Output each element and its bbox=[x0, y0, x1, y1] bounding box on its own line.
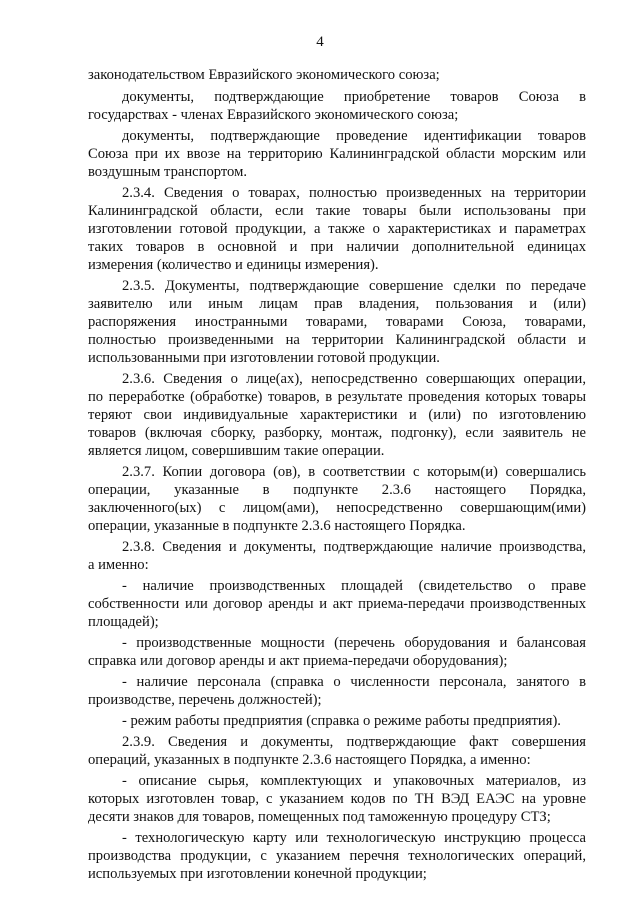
text-line: десяти знаков для товаров, помещенных под таможенную процедуру СТЗ; bbox=[88, 809, 551, 825]
text-line: теряют свои индивидуальные характеристики и (или) по изготовлению bbox=[88, 407, 586, 423]
text-line: операций, указанных в подпункте 2.3.6 настоящего Порядка, а именно: bbox=[88, 752, 531, 768]
text-line: государствах - членах Евразийского экономического союза; bbox=[88, 107, 459, 123]
text-line: 2.3.6. Сведения о лице(ах), непосредственно совершающих операции, bbox=[122, 371, 586, 387]
text-line: 2.3.4. Сведения о товарах, полностью произведенных на территории bbox=[122, 185, 586, 201]
text-line: заявителю или иным лицам прав владения, пользования и (или) bbox=[88, 296, 586, 312]
text-line: - наличие производственных площадей (свидетельство о праве bbox=[122, 578, 586, 594]
text-line: которых изготовлен товар, с указанием кодов по ТН ВЭД ЕАЭС на уровне bbox=[88, 791, 586, 807]
text-line: является лицом, совершившим такие операции. bbox=[88, 443, 385, 459]
text-line: 2.3.5. Документы, подтверждающие совершение сделки по передаче bbox=[122, 278, 586, 294]
text-line: - описание сырья, комплектующих и упаковочных материалов, из bbox=[122, 773, 586, 789]
text-line: документы, подтверждающие проведение идентификации товаров bbox=[122, 128, 586, 144]
text-line: документы, подтверждающие приобретение товаров Союза в bbox=[122, 89, 586, 105]
text-line: - технологическую карту или технологическую инструкцию процесса bbox=[122, 830, 586, 846]
text-line: операции, указанные в подпункте 2.3.6 настоящего Порядка. bbox=[88, 518, 466, 534]
text-line: - режим работы предприятия (справка о режиме работы предприятия). bbox=[122, 713, 561, 729]
text-line: 2.3.7. Копии договора (ов), в соответствии с которым(и) совершались bbox=[122, 464, 586, 480]
text-line: таких товаров в основной и при наличии дополнительной единицах bbox=[88, 239, 586, 255]
text-line: - наличие персонала (справка о численности персонала, занятого в bbox=[122, 674, 586, 690]
text-line: изготовлении готовой продукции, а также о характеристиках и параметрах bbox=[88, 221, 586, 237]
text-line: 2.3.8. Сведения и документы, подтверждающие наличие производства, bbox=[122, 539, 586, 555]
text-line: собственности или договор аренды и акт приема-передачи производственных bbox=[88, 596, 586, 612]
text-line: - производственные мощности (перечень оборудования и балансовая bbox=[122, 635, 586, 651]
text-line: площадей); bbox=[88, 614, 159, 630]
text-line: использованными при изготовлении готовой продукции. bbox=[88, 350, 440, 366]
text-line: Калининградской области, если такие товары были использованы при bbox=[88, 203, 586, 219]
text-line: используемых при изготовлении конечной продукции; bbox=[88, 866, 427, 882]
text-line: полностью произведенными на территории Калининградской области и bbox=[88, 332, 586, 348]
text-line: справка или договор аренды и акт приема-передачи оборудования); bbox=[88, 653, 508, 669]
text-line: Союза при их ввозе на территорию Калининградской области морским или bbox=[88, 146, 586, 162]
text-line: законодательством Евразийского экономического союза; bbox=[88, 67, 440, 83]
text-line: распоряжения иностранными товарами, товарами Союза, товарами, bbox=[88, 314, 586, 330]
page-number: 4 bbox=[316, 34, 324, 50]
text-line: измерения (количество и единицы измерения). bbox=[88, 257, 379, 273]
text-line: 2.3.9. Сведения и документы, подтверждающие факт совершения bbox=[122, 734, 586, 750]
text-line: производстве, перечень должностей); bbox=[88, 692, 322, 708]
text-line: производства продукции, с указанием перечня технологических операций, bbox=[88, 848, 586, 864]
text-line: товаров (включая сборку, разборку, монтаж, подгонку), если заявитель не bbox=[88, 425, 586, 441]
text-line: воздушным транспортом. bbox=[88, 164, 247, 180]
text-line: по переработке (обработке) товаров, в результате проведения которых товары bbox=[88, 389, 586, 405]
text-line: операции, указанные в подпункте 2.3.6 настоящего Порядка, bbox=[88, 482, 586, 498]
text-line: заключенного(ых) с лицом(ами), непосредственно совершающим(ими) bbox=[88, 500, 586, 516]
text-line: а именно: bbox=[88, 557, 149, 573]
